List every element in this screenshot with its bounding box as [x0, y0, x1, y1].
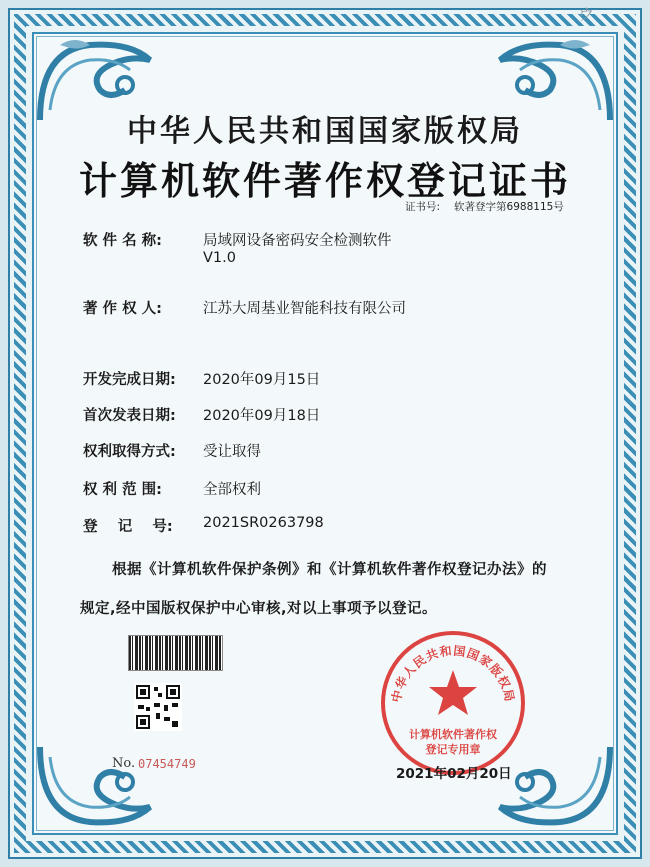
serial-label: No. [112, 756, 136, 771]
certificate-title: 计算机软件著作权登记证书 [78, 158, 571, 203]
statement-line-1: 根据《计算机软件保护条例》和《计算机软件著作权登记办法》的 [112, 562, 547, 578]
field-label: 首次发表日期: [83, 408, 176, 424]
field-label: 开发完成日期: [83, 372, 176, 388]
field-label: 权利取得方式: [83, 444, 176, 460]
serial-number: 07454749 [138, 757, 196, 771]
watermark: ウ [575, 5, 592, 24]
field-label: 权 利 范 围: [83, 482, 162, 498]
publish-date-value: 2020年09月18日 [203, 408, 321, 424]
seal-inner-line-1: 计算机软件著作权 [409, 728, 497, 741]
seal-inner-line-2: 登记专用章 [425, 743, 481, 756]
software-name-value: 局域网设备密码安全检测软件 [203, 233, 392, 249]
seal-outer-text: 中华人民共和国国家版权局 [389, 643, 517, 704]
issue-date: 2021年02月20日 [396, 766, 512, 782]
scope-value: 全部权利 [203, 482, 261, 498]
field-label: 登 记 号: [83, 519, 173, 535]
publish-date-row [83, 404, 320, 425]
statement-line-2: 规定,经中国版权保护中心审核,对以上事项予以登记。 [80, 601, 438, 617]
barcode-icon [128, 635, 223, 671]
completion-date-value: 2020年09月15日 [203, 372, 321, 388]
authority-title: 中华人民共和国国家版权局 [127, 114, 523, 149]
completion-date-row [83, 368, 320, 389]
certificate-number-label: 证书号: [405, 201, 441, 213]
acquisition-value: 受让取得 [203, 444, 261, 460]
qr-code-icon [134, 683, 182, 731]
field-label: 软 件 名 称: [83, 233, 162, 249]
software-version-value: V1.0 [203, 250, 236, 266]
field-label: 著 作 权 人: [83, 301, 162, 317]
official-seal-icon [378, 628, 528, 778]
certificate-number [405, 199, 564, 214]
reg-number-row [83, 515, 324, 536]
software-name-row [83, 229, 392, 266]
certificate-number-value: 软著登字第6988115号 [454, 201, 564, 213]
reg-number-value: 2021SR0263798 [203, 515, 324, 531]
scope-row [83, 478, 261, 499]
acquisition-row [83, 440, 261, 461]
copyright-owner-row [83, 297, 406, 318]
corner-ornament-icon [30, 737, 170, 837]
copyright-owner-value: 江苏大周基业智能科技有限公司 [203, 301, 406, 317]
